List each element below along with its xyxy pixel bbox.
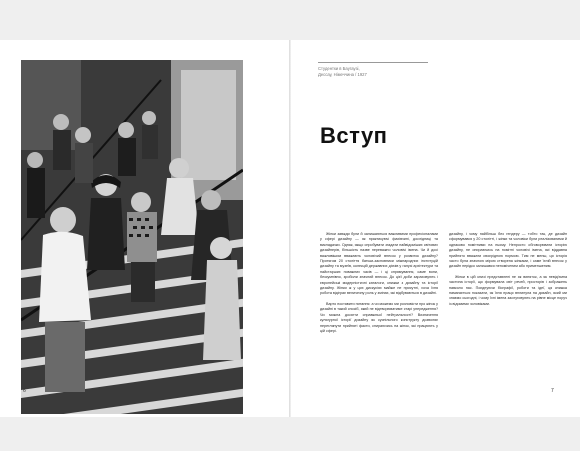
paragraph: дизайну, і чому найбільш без гендеру — тобто так, де дизайн сформувався у 20 столітті, і жінки та чоловіки були реалізованими й однаково помітними на ньому. Непросто обговорювати історію дизайну, не опираючись на помітні чоловічі імена, які віддавна прийнято вважати своєрідною нормою. Тим не менш, ця історія часто була значною мірою створена жінками, і саме їхній внесок у дизайн нерідко залишався непоміченим або применшеним. xyxy=(449,232,567,269)
paragraph: Жінки в цій книзі представлені не як виняток, а як невід'ємна частина історії, що формувала світ речей, просторів і зображень навколо нас. Поєднуючи біографії, роботи та ідеї, ця книжка намагається показати, як їхня праця вплинула на дизайн, який ми знаємо сьогодні, і чому їхні імена заслуговують на рівне місце поруч із відомими чоловіками. xyxy=(449,274,567,306)
photo-credit-line-2: Дессау, Німеччина / 1927 xyxy=(318,72,367,77)
paragraph: Варто поставити питання: а чи можемо ми розповісти про жінок у дизайні в такий спосіб, який не відтворюватиме старі упередження? Чи можна досягти справжньої нейтральності? Визначення культурної історії дизайну як суспільного конструкту дозволяє переглянути прийняті факти, спираючись на жінок, які працюють у цій сфері. xyxy=(320,301,439,333)
bauhaus-staircase-photo xyxy=(21,60,243,414)
chapter-title: Вступ xyxy=(320,123,388,148)
page-number-right: 7 xyxy=(551,388,554,394)
book-gutter xyxy=(289,40,291,417)
photo-credit-line-1: Студентки в Баугаузі, xyxy=(318,66,360,71)
body-text-column-right xyxy=(449,232,567,312)
page-number-left: 6 xyxy=(23,388,26,394)
book-spread xyxy=(0,40,580,417)
photo-credit xyxy=(318,62,428,78)
paragraph: Жінки завжди були й залишаються важливими професіоналами у сфері дизайну — як практикуючі фахівчині, дослідниці та викладачки. Однак, якщо спробувати згадати найвідоміших світових дизайнерів, більшість назве переважно чоловічі імена. Чи й досі важливішим вважають чоловічий внесок у розвиток дизайну? Протягом 20 століття батьки-засновники міжнародних інституцій дизайну та музеїв, колекцій державних діячів у галузі архітектури та найстарших поважних часів — і ці спрямування, саме вони, безсумнівно, зробили значний внесок. До цієї доби зараховують і європейські модерністичні каталоги, книжки з дизайну та історії дизайну. Жінки ж у цих дискусіях майже не присутні, хоча їхня робота відіграє величезну роль у змінах, які відбуваються в дизайні. xyxy=(320,232,438,296)
body-text-column-left xyxy=(320,232,438,339)
